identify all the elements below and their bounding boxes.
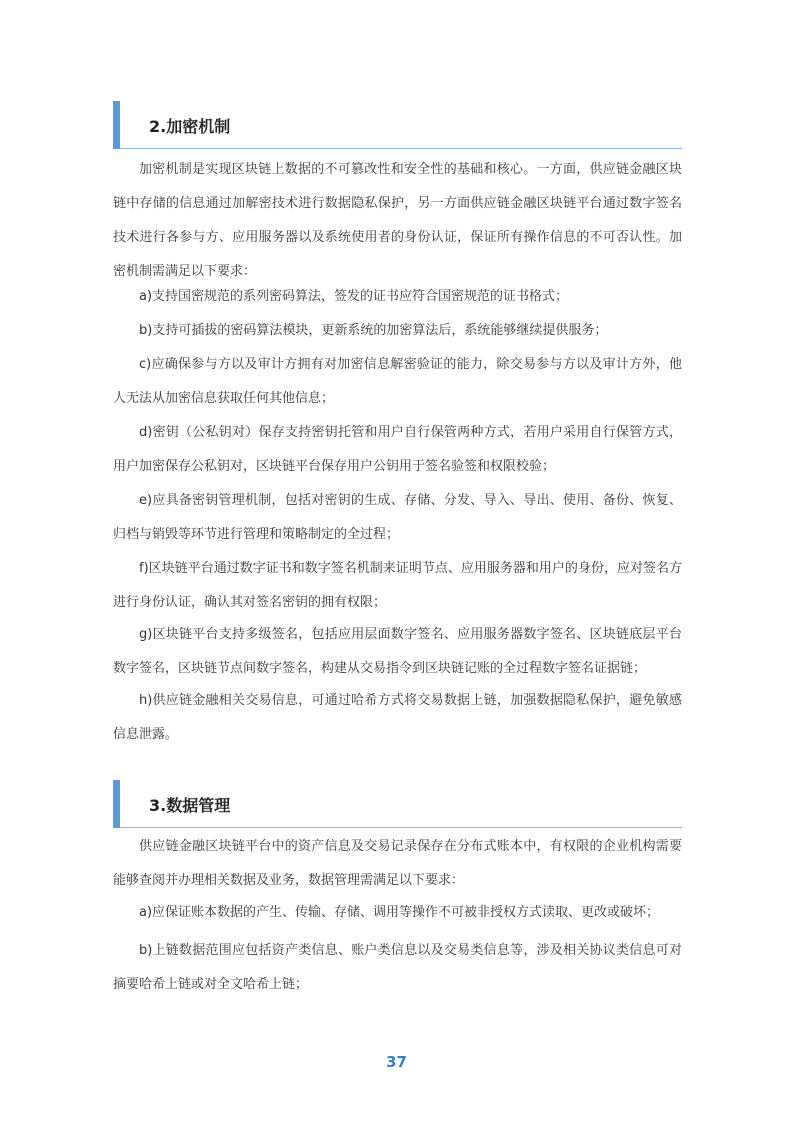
section-3-intro: 供应链金融区块链平台中的资产信息及交易记录保存在分布式账本中，有权限的企业机构需要能够查阅并办理相关数据及业务，数据管理需满足以下要求：	[113, 839, 682, 888]
section-2-title: 2.加密机制	[149, 117, 231, 136]
section-2-item-f: f)区块链平台通过数字证书和数字签名机制来证明节点、应用服务器和用户的身份，应对签名方进行身份认证，确认其对签名密钥的拥有权限；	[113, 561, 682, 610]
section-2-item-e: e)应具备密钥管理机制，包括对密钥的生成、存储、分发、导入、导出、使用、备份、恢复、归档与销毁等环节进行管理和策略制定的全过程；	[113, 493, 682, 542]
section-accent-bar	[113, 101, 120, 149]
section-2-item-a: a)支持国密规范的系列密码算法，签发的证书应符合国密规范的证书格式；	[139, 289, 569, 304]
section-3-header	[113, 780, 682, 828]
section-2-item-h: h)供应链金融相关交易信息，可通过哈希方式将交易数据上链，加强数据隐私保护，避免敏感信息泄露。	[113, 693, 682, 742]
section-3-item-b: b)上链数据范围应包括资产类信息、账户类信息以及交易类信息等，涉及相关协议类信息可对摘要哈希上链或对全文哈希上链；	[113, 943, 682, 992]
section-accent-bar	[113, 780, 120, 828]
section-2-header	[113, 101, 682, 149]
section-2-intro: 加密机制是实现区块链上数据的不可篡改性和安全性的基础和核心。一方面，供应链金融区块链中存储的信息通过加解密技术进行数据隐私保护，另一方面供应链金融区块链平台通过数字签名技术进行各参与方、应用服务器以及系统使用者的身份认证，保证所有操作信息的不可否认性。加密机制需满足以下要求：	[113, 162, 682, 279]
section-2-item-b: b)支持可插拔的密码算法模块，更新系统的加密算法后，系统能够继续提供服务；	[139, 323, 608, 338]
section-2-item-d: d)密钥（公私钥对）保存支持密钥托管和用户自行保管两种方式，若用户采用自行保管方式，用户加密保存公私钥对，区块链平台保存用户公钥用于签名验签和权限校验；	[113, 425, 682, 474]
section-2-item-g: g)区块链平台支持多级签名，包括应用层面数字签名、应用服务器数字签名、区块链底层平台数字签名，区块链节点间数字签名，构建从交易指令到区块链记账的全过程数字签名证据链；	[113, 627, 682, 676]
page-number: 37	[386, 1053, 407, 1071]
section-3-item-a: a)应保证账本数据的产生、传输、存储、调用等操作不可被非授权方式读取、更改或破坏；	[139, 905, 660, 920]
section-3-title: 3.数据管理	[149, 796, 231, 815]
section-2-item-c: c)应确保参与方以及审计方拥有对加密信息解密验证的能力，除交易参与方以及审计方外，他人无法从加密信息获取任何其他信息；	[113, 357, 682, 406]
